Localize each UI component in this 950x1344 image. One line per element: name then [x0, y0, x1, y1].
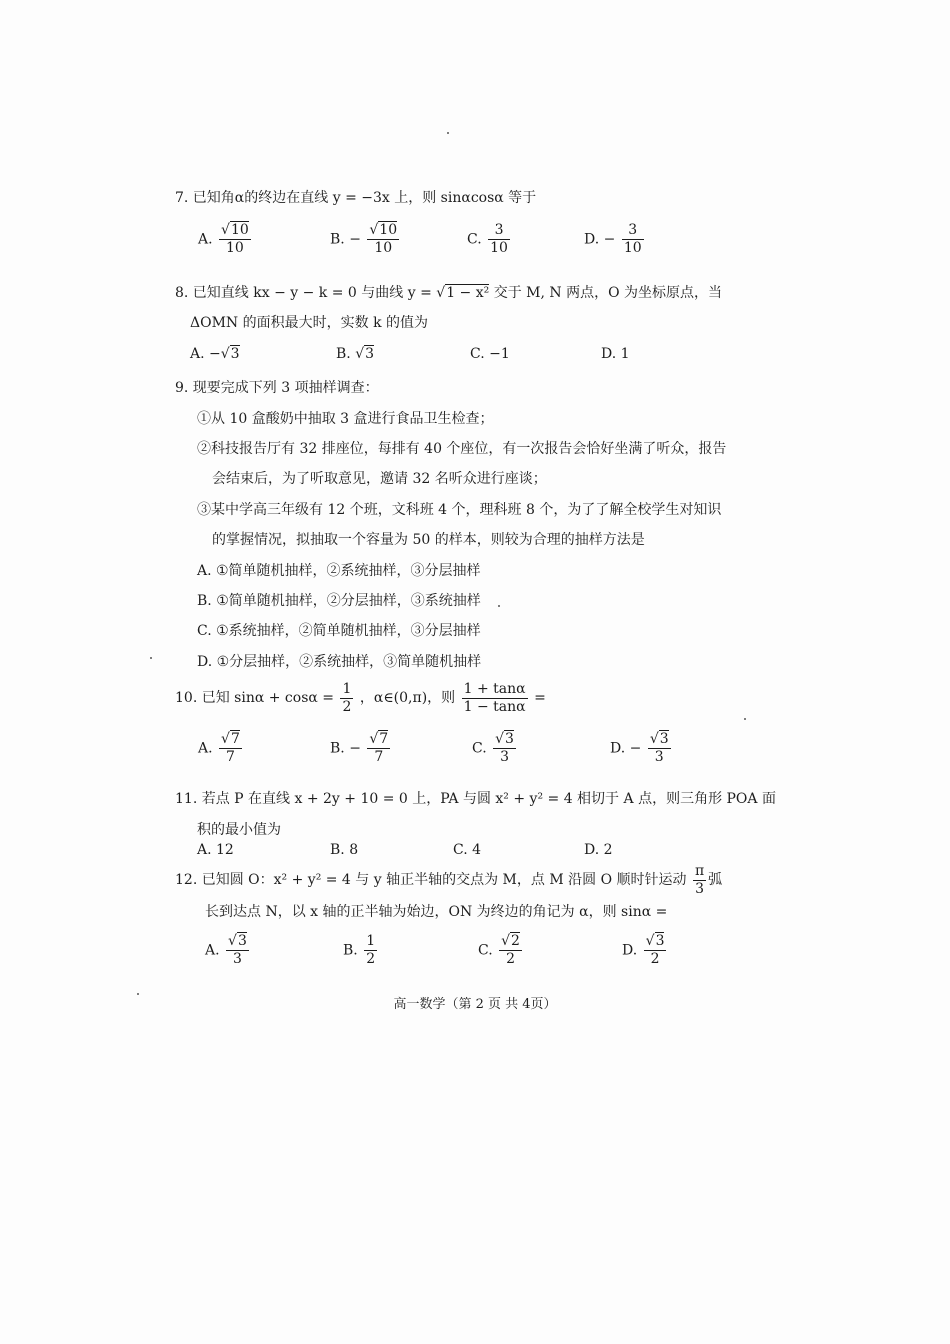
- q8-stem-line2: ΔOMN 的面积最大时，实数 k 的值为: [190, 315, 429, 331]
- q12-stem: 12. 已知圆 O：x² + y² = 4 与 y 轴正半轴的交点为 M，点 M 沿圆 O 顺时针运动 $\frac{\pi}{3}$ 弧: [175, 862, 723, 897]
- q9-item-1: ①从 10 盒酸奶中抽取 3 盒进行食品卫生检查；: [197, 411, 494, 427]
- q7-option-c: C. $\frac{3}{10}$: [467, 222, 508, 256]
- q10-option-c: C. $\frac{√3}{3}$: [472, 731, 514, 765]
- q12-option-c: C. $\frac{√2}{2}$: [478, 933, 520, 967]
- q7-option-d: D. − $\frac{3}{10}$: [584, 222, 642, 256]
- q8-option-a: A. −√3: [190, 346, 240, 362]
- q8-option-c: C. −1: [470, 346, 510, 362]
- q9-option-a: A. ①简单随机抽样，②系统抽样，③分层抽样: [197, 563, 481, 579]
- q11-stem-line2: 积的最小值为: [197, 822, 281, 838]
- q12-option-d: D. $\frac{√3}{2}$: [622, 933, 665, 967]
- q9-item-3: ③某中学高三年级有 12 个班，文科班 4 个，理科班 8 个，为了了解全校学生对知识: [197, 502, 722, 518]
- q11-option-b: B. 8: [330, 842, 359, 858]
- q9-item-2: ②科技报告厅有 32 排座位，每排有 40 个座位，有一次报告会恰好坐满了听众，报告: [197, 441, 727, 457]
- q9-stem: 9. 现要完成下列 3 项抽样调查：: [175, 380, 379, 396]
- q8-option-d: D. 1: [601, 346, 630, 362]
- q8-stem: 8. 已知直线 kx − y − k = 0 与曲线 y = √1 − x² 交于 M, N 两点，O 为坐标原点，当: [175, 285, 723, 301]
- q12-option-b: B. $\frac{1}{2}$: [343, 933, 376, 967]
- q7-option-b: B. − $\frac{√10}{10}$: [330, 222, 398, 256]
- scan-speck: [150, 657, 152, 659]
- scan-speck: [447, 132, 449, 134]
- q9-item-2-cont: 会结束后，为了听取意见，邀请 32 名听众进行座谈；: [212, 471, 547, 487]
- q9-item-3-cont: 的掌握情况，拟抽取一个容量为 50 的样本，则较为合理的抽样方法是: [212, 532, 645, 548]
- q9-option-c: C. ①系统抽样，②简单随机抽样，③分层抽样: [197, 623, 481, 639]
- q10-option-b: B. − $\frac{√7}{7}$: [330, 731, 389, 765]
- scan-speck: [498, 605, 500, 607]
- q12-option-a: A. $\frac{√3}{3}$: [205, 933, 247, 967]
- q8-option-b: B. √3: [336, 346, 375, 362]
- q12-stem-line2: 长到达点 N，以 x 轴的正半轴为始边，ON 为终边的角记为 α，则 sinα =: [205, 904, 668, 920]
- q9-option-b: B. ①简单随机抽样，②分层抽样，③系统抽样: [197, 593, 481, 609]
- q7-option-a: A. $\frac{√10}{10}$: [198, 222, 249, 256]
- q9-option-d: D. ①分层抽样，②系统抽样，③简单随机抽样: [197, 654, 482, 670]
- q7-stem: 7. 已知角α的终边在直线 y = −3x 上，则 sinαcosα 等于: [175, 190, 537, 206]
- q11-option-d: D. 2: [584, 842, 613, 858]
- scan-speck: [744, 718, 746, 720]
- scan-speck: [137, 993, 139, 995]
- q10-stem: 10. 已知 sinα + cosα = $\frac{1}{2}$ ，α∈(0,π)，则 $\frac{1 + \tan\alpha}{1 - \tan\alpha}$ =: [175, 680, 546, 715]
- q11-stem: 11. 若点 P 在直线 x + 2y + 10 = 0 上，PA 与圆 x² + y² = 4 相切于 A 点，则三角形 POA 面: [175, 791, 776, 807]
- q10-option-a: A. $\frac{√7}{7}$: [198, 731, 240, 765]
- page-footer: 高一数学（第 2 页 共 4页）: [393, 997, 557, 1012]
- q11-option-a: A. 12: [197, 842, 234, 858]
- q10-option-d: D. − $\frac{√3}{3}$: [610, 731, 669, 765]
- q11-option-c: C. 4: [453, 842, 482, 858]
